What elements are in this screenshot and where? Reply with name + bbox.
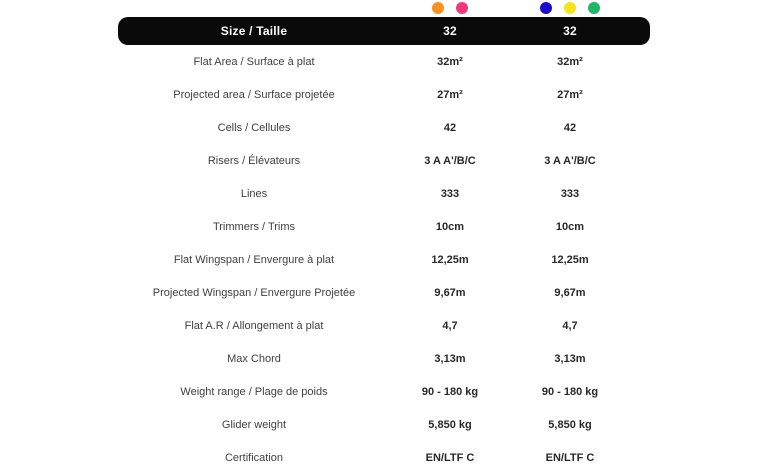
row-label: Weight range / Plage de poids bbox=[180, 385, 328, 398]
row-value-col-1: 4,7 bbox=[442, 319, 458, 332]
row-value-col-1: 3 A A'/B/C bbox=[424, 154, 476, 167]
blue-dot bbox=[540, 2, 552, 14]
row-label: Cells / Cellules bbox=[217, 121, 291, 134]
row-label: Lines bbox=[240, 187, 268, 200]
row-value-col-2: 12,25m bbox=[551, 253, 589, 266]
yellow-dot bbox=[564, 2, 576, 14]
row-label: Max Chord bbox=[227, 352, 281, 365]
colorway-dots-2 bbox=[510, 2, 630, 14]
row-value-col-2: 3 A A'/B/C bbox=[544, 154, 596, 167]
row-value-col-1: 42 bbox=[443, 121, 457, 134]
spec-table bbox=[118, 0, 650, 474]
table-row bbox=[118, 342, 650, 375]
row-value-col-2: 10cm bbox=[555, 220, 585, 233]
row-value-col-1: 9,67m bbox=[434, 286, 466, 299]
row-value-col-1: 333 bbox=[440, 187, 460, 200]
table-row bbox=[118, 441, 650, 474]
table-row bbox=[118, 375, 650, 408]
table-row bbox=[118, 177, 650, 210]
header-size-col-1: 32 bbox=[443, 24, 457, 38]
table-row bbox=[118, 111, 650, 144]
row-value-col-2: 27m² bbox=[557, 88, 583, 101]
row-label: Certification bbox=[224, 451, 284, 464]
table-row bbox=[118, 309, 650, 342]
row-value-col-1: 12,25m bbox=[431, 253, 469, 266]
row-value-col-2: 90 - 180 kg bbox=[541, 385, 599, 398]
table-row bbox=[118, 144, 650, 177]
row-value-col-2: 5,850 kg bbox=[548, 418, 592, 431]
row-value-col-2: 32m² bbox=[557, 55, 583, 68]
row-label: Projected area / Surface projetée bbox=[173, 88, 335, 101]
row-label: Projected Wingspan / Envergure Projetée bbox=[152, 286, 356, 299]
green-dot bbox=[588, 2, 600, 14]
row-value-col-1: 27m² bbox=[437, 88, 463, 101]
row-value-col-1: EN/LTF C bbox=[425, 451, 475, 464]
row-value-col-2: EN/LTF C bbox=[545, 451, 595, 464]
row-value-col-2: 9,67m bbox=[554, 286, 586, 299]
row-value-col-1: 5,850 kg bbox=[428, 418, 472, 431]
colorway-dots-row bbox=[118, 0, 650, 17]
table-row bbox=[118, 210, 650, 243]
row-value-col-2: 4,7 bbox=[562, 319, 578, 332]
row-label: Flat Area / Surface à plat bbox=[193, 55, 315, 68]
header-size-col-2: 32 bbox=[563, 24, 577, 38]
row-label: Glider weight bbox=[221, 418, 287, 431]
table-row bbox=[118, 276, 650, 309]
pink-dot bbox=[456, 2, 468, 14]
row-value-col-2: 3,13m bbox=[554, 352, 586, 365]
row-value-col-2: 42 bbox=[563, 121, 577, 134]
row-value-col-1: 3,13m bbox=[434, 352, 466, 365]
header-size-label: Size / Taille bbox=[220, 24, 288, 38]
row-label: Flat A.R / Allongement à plat bbox=[184, 319, 324, 332]
table-body bbox=[118, 45, 650, 474]
table-header bbox=[118, 17, 650, 45]
table-row bbox=[118, 243, 650, 276]
colorway-dots-1 bbox=[390, 2, 510, 14]
row-value-col-2: 333 bbox=[560, 187, 580, 200]
row-value-col-1: 10cm bbox=[435, 220, 465, 233]
table-row bbox=[118, 78, 650, 111]
orange-dot bbox=[432, 2, 444, 14]
row-label: Flat Wingspan / Envergure à plat bbox=[173, 253, 335, 266]
table-row bbox=[118, 408, 650, 441]
row-value-col-1: 32m² bbox=[437, 55, 463, 68]
row-label: Risers / Élévateurs bbox=[207, 154, 301, 167]
row-value-col-1: 90 - 180 kg bbox=[421, 385, 479, 398]
row-label: Trimmers / Trims bbox=[212, 220, 296, 233]
table-row bbox=[118, 45, 650, 78]
